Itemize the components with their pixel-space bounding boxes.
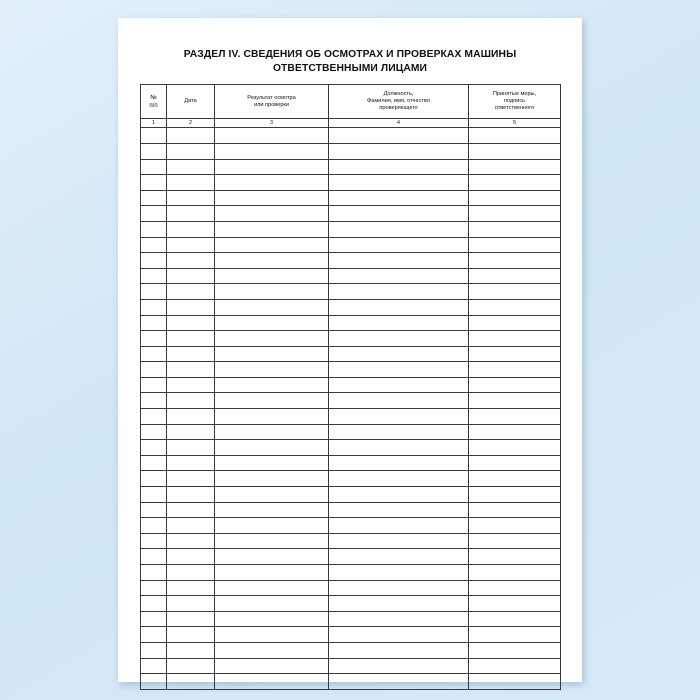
- table-row[interactable]: [141, 284, 561, 300]
- table-cell[interactable]: [167, 674, 215, 690]
- table-cell[interactable]: [141, 549, 167, 565]
- column-number-5: 5: [469, 119, 561, 128]
- table-cell[interactable]: [329, 409, 469, 425]
- inspection-records-table: [140, 84, 561, 689]
- table-cell[interactable]: [141, 611, 167, 627]
- table-cell[interactable]: [329, 533, 469, 549]
- table-cell[interactable]: [141, 533, 167, 549]
- table-cell[interactable]: [469, 346, 561, 362]
- table-cell[interactable]: [215, 315, 329, 331]
- table-body: [141, 128, 561, 689]
- table-cell[interactable]: [215, 159, 329, 175]
- table-row[interactable]: [141, 346, 561, 362]
- table-cell[interactable]: [167, 284, 215, 300]
- table-cell[interactable]: [469, 190, 561, 206]
- table-cell[interactable]: [167, 299, 215, 315]
- table-cell[interactable]: [469, 642, 561, 658]
- table-cell[interactable]: [469, 440, 561, 456]
- table-cell[interactable]: [469, 128, 561, 144]
- table-cell[interactable]: [469, 424, 561, 440]
- table-cell[interactable]: [167, 362, 215, 378]
- table-row[interactable]: [141, 221, 561, 237]
- table-cell[interactable]: [329, 502, 469, 518]
- table-cell[interactable]: [141, 175, 167, 191]
- table-cell[interactable]: [329, 471, 469, 487]
- table-cell[interactable]: [167, 159, 215, 175]
- page-title-line-1: РАЗДЕЛ IV. СВЕДЕНИЯ ОБ ОСМОТРАХ И ПРОВЕРКАХ МАШИНЫ: [183, 49, 517, 60]
- table-cell[interactable]: [329, 565, 469, 581]
- table-cell[interactable]: [469, 409, 561, 425]
- document-page: [118, 18, 582, 682]
- table-row[interactable]: [141, 580, 561, 596]
- table-cell[interactable]: [215, 627, 329, 643]
- table-cell[interactable]: [141, 346, 167, 362]
- table-row[interactable]: [141, 471, 561, 487]
- table-cell[interactable]: [469, 627, 561, 643]
- table-cell[interactable]: [141, 487, 167, 503]
- table-cell[interactable]: [329, 580, 469, 596]
- page-content: [140, 40, 560, 660]
- table-cell[interactable]: [469, 471, 561, 487]
- table-cell[interactable]: [329, 518, 469, 534]
- table-cell[interactable]: [215, 642, 329, 658]
- table-cell[interactable]: [141, 268, 167, 284]
- table-cell[interactable]: [329, 674, 469, 690]
- table-cell[interactable]: [167, 331, 215, 347]
- table-cell[interactable]: [167, 642, 215, 658]
- table-cell[interactable]: [469, 221, 561, 237]
- table-cell[interactable]: [141, 159, 167, 175]
- table-cell[interactable]: [167, 143, 215, 159]
- table-cell[interactable]: [329, 377, 469, 393]
- table-cell[interactable]: [141, 284, 167, 300]
- table-cell[interactable]: [215, 377, 329, 393]
- table-cell[interactable]: [167, 221, 215, 237]
- table-cell[interactable]: [469, 253, 561, 269]
- column-number-3: 3: [215, 119, 329, 128]
- table-cell[interactable]: [329, 299, 469, 315]
- table-cell[interactable]: [141, 580, 167, 596]
- table-cell[interactable]: [167, 440, 215, 456]
- table-row[interactable]: [141, 253, 561, 269]
- table-cell[interactable]: [167, 580, 215, 596]
- page-title: [140, 48, 560, 75]
- table-cell[interactable]: [469, 565, 561, 581]
- table-cell[interactable]: [215, 128, 329, 144]
- table-cell[interactable]: [469, 362, 561, 378]
- table-cell[interactable]: [329, 611, 469, 627]
- table-cell[interactable]: [469, 596, 561, 612]
- table-cell[interactable]: [215, 206, 329, 222]
- table-cell[interactable]: [329, 253, 469, 269]
- table-row[interactable]: [141, 362, 561, 378]
- table-cell[interactable]: [469, 377, 561, 393]
- table-cell[interactable]: [215, 424, 329, 440]
- table-row[interactable]: [141, 658, 561, 674]
- table-cell[interactable]: [469, 502, 561, 518]
- table-cell[interactable]: [141, 237, 167, 253]
- table-cell[interactable]: [329, 331, 469, 347]
- table-cell[interactable]: [215, 658, 329, 674]
- table-cell[interactable]: [215, 549, 329, 565]
- table-cell[interactable]: [329, 143, 469, 159]
- table-cell[interactable]: [215, 346, 329, 362]
- table-cell[interactable]: [141, 627, 167, 643]
- table-cell[interactable]: [215, 221, 329, 237]
- table-cell[interactable]: [215, 362, 329, 378]
- table-cell[interactable]: [215, 268, 329, 284]
- table-cell[interactable]: [329, 487, 469, 503]
- table-cell[interactable]: [469, 175, 561, 191]
- table-cell[interactable]: [141, 455, 167, 471]
- table-cell[interactable]: [167, 596, 215, 612]
- page-title-line-2: ОТВЕТСТВЕННЫМИ ЛИЦАМИ: [272, 62, 428, 74]
- table-cell[interactable]: [329, 221, 469, 237]
- table-cell[interactable]: [469, 393, 561, 409]
- table-cell[interactable]: [329, 175, 469, 191]
- column-number-1: 1: [141, 119, 167, 128]
- table-cell[interactable]: [167, 346, 215, 362]
- table-cell[interactable]: [329, 315, 469, 331]
- table-cell[interactable]: [167, 377, 215, 393]
- table-cell[interactable]: [215, 487, 329, 503]
- table-cell[interactable]: [167, 128, 215, 144]
- column-header-number: № п/п: [141, 85, 167, 119]
- table-row[interactable]: [141, 299, 561, 315]
- table-cell[interactable]: [215, 455, 329, 471]
- table-cell[interactable]: [329, 642, 469, 658]
- table-cell[interactable]: [469, 299, 561, 315]
- table-cell[interactable]: [215, 331, 329, 347]
- table-cell[interactable]: [141, 190, 167, 206]
- table-cell[interactable]: [469, 331, 561, 347]
- table-cell[interactable]: [141, 565, 167, 581]
- table-cell[interactable]: [167, 487, 215, 503]
- table-cell[interactable]: [469, 487, 561, 503]
- table-cell[interactable]: [141, 518, 167, 534]
- table-cell[interactable]: [215, 143, 329, 159]
- table-cell[interactable]: [215, 471, 329, 487]
- table-cell[interactable]: [167, 175, 215, 191]
- table-cell[interactable]: [167, 206, 215, 222]
- table-cell[interactable]: [215, 409, 329, 425]
- table-cell[interactable]: [469, 533, 561, 549]
- table-cell[interactable]: [469, 518, 561, 534]
- table-cell[interactable]: [167, 455, 215, 471]
- table-cell[interactable]: [329, 549, 469, 565]
- table-row[interactable]: [141, 331, 561, 347]
- table-cell[interactable]: [141, 331, 167, 347]
- table-cell[interactable]: [141, 362, 167, 378]
- table-cell[interactable]: [469, 268, 561, 284]
- table-row[interactable]: [141, 565, 561, 581]
- table-row[interactable]: [141, 268, 561, 284]
- table-cell[interactable]: [167, 315, 215, 331]
- table-row[interactable]: [141, 190, 561, 206]
- table-cell[interactable]: [141, 206, 167, 222]
- table-header-row: [141, 85, 561, 119]
- table-cell[interactable]: [215, 284, 329, 300]
- table-row[interactable]: [141, 206, 561, 222]
- table-cell[interactable]: [141, 658, 167, 674]
- table-cell[interactable]: [329, 440, 469, 456]
- table-cell[interactable]: [141, 299, 167, 315]
- table-cell[interactable]: [215, 611, 329, 627]
- table-cell[interactable]: [329, 362, 469, 378]
- table-cell[interactable]: [329, 424, 469, 440]
- table-cell[interactable]: [215, 175, 329, 191]
- table-row[interactable]: [141, 502, 561, 518]
- table-cell[interactable]: [469, 206, 561, 222]
- table-cell[interactable]: [329, 268, 469, 284]
- table-cell[interactable]: [329, 190, 469, 206]
- table-cell[interactable]: [215, 518, 329, 534]
- table-row[interactable]: [141, 409, 561, 425]
- table-cell[interactable]: [167, 627, 215, 643]
- table-cell[interactable]: [167, 518, 215, 534]
- table-cell[interactable]: [469, 658, 561, 674]
- table-cell[interactable]: [329, 346, 469, 362]
- table-cell[interactable]: [141, 502, 167, 518]
- table-cell[interactable]: [167, 409, 215, 425]
- table-row[interactable]: [141, 440, 561, 456]
- table-cell[interactable]: [167, 658, 215, 674]
- table-cell[interactable]: [329, 284, 469, 300]
- table-cell[interactable]: [215, 440, 329, 456]
- table-cell[interactable]: [141, 377, 167, 393]
- table-cell[interactable]: [469, 549, 561, 565]
- table-row[interactable]: [141, 143, 561, 159]
- table-cell[interactable]: [141, 409, 167, 425]
- table-row[interactable]: [141, 642, 561, 658]
- table-cell[interactable]: [141, 128, 167, 144]
- column-header-measures: Принятые меры, подпись ответственного: [469, 85, 561, 119]
- table-row[interactable]: [141, 237, 561, 253]
- table-cell[interactable]: [469, 237, 561, 253]
- table-cell[interactable]: [167, 424, 215, 440]
- column-number-row: [141, 119, 561, 128]
- column-number-4: 4: [329, 119, 469, 128]
- table-cell[interactable]: [167, 190, 215, 206]
- table-cell[interactable]: [167, 549, 215, 565]
- table-row[interactable]: [141, 159, 561, 175]
- table-cell[interactable]: [141, 393, 167, 409]
- table-row[interactable]: [141, 627, 561, 643]
- table-cell[interactable]: [215, 393, 329, 409]
- table-cell[interactable]: [167, 268, 215, 284]
- table-cell[interactable]: [141, 674, 167, 690]
- column-header-result: Результат осмотра или проверки: [215, 85, 329, 119]
- table-cell[interactable]: [141, 143, 167, 159]
- table-cell[interactable]: [469, 159, 561, 175]
- table-cell[interactable]: [215, 253, 329, 269]
- table-cell[interactable]: [469, 455, 561, 471]
- table-cell[interactable]: [469, 580, 561, 596]
- table-row[interactable]: [141, 175, 561, 191]
- table-cell[interactable]: [141, 424, 167, 440]
- table-cell[interactable]: [167, 533, 215, 549]
- table-cell[interactable]: [215, 596, 329, 612]
- table-cell[interactable]: [215, 299, 329, 315]
- table-cell[interactable]: [215, 502, 329, 518]
- table-cell[interactable]: [215, 533, 329, 549]
- table-row[interactable]: [141, 549, 561, 565]
- table-row[interactable]: [141, 533, 561, 549]
- table-cell[interactable]: [329, 627, 469, 643]
- table-cell[interactable]: [215, 674, 329, 690]
- table-row[interactable]: [141, 674, 561, 690]
- table-cell[interactable]: [329, 206, 469, 222]
- table-cell[interactable]: [329, 393, 469, 409]
- table-cell[interactable]: [469, 315, 561, 331]
- table-row[interactable]: [141, 424, 561, 440]
- table-cell[interactable]: [215, 237, 329, 253]
- table-cell[interactable]: [167, 393, 215, 409]
- table-cell[interactable]: [167, 565, 215, 581]
- table-row[interactable]: [141, 518, 561, 534]
- table-cell[interactable]: [141, 221, 167, 237]
- table-cell[interactable]: [141, 440, 167, 456]
- table-cell[interactable]: [215, 565, 329, 581]
- table-row[interactable]: [141, 611, 561, 627]
- table-row[interactable]: [141, 377, 561, 393]
- table-cell[interactable]: [329, 455, 469, 471]
- table-row[interactable]: [141, 487, 561, 503]
- table-row[interactable]: [141, 128, 561, 144]
- table-cell[interactable]: [141, 596, 167, 612]
- table-row[interactable]: [141, 596, 561, 612]
- table-cell[interactable]: [469, 284, 561, 300]
- table-cell[interactable]: [329, 128, 469, 144]
- table-cell[interactable]: [329, 237, 469, 253]
- table-row[interactable]: [141, 455, 561, 471]
- table-cell[interactable]: [329, 159, 469, 175]
- table-cell[interactable]: [141, 642, 167, 658]
- table-cell[interactable]: [469, 611, 561, 627]
- table-cell[interactable]: [141, 471, 167, 487]
- table-cell[interactable]: [167, 471, 215, 487]
- table-cell[interactable]: [167, 502, 215, 518]
- table-cell[interactable]: [215, 190, 329, 206]
- table-cell[interactable]: [329, 596, 469, 612]
- table-cell[interactable]: [141, 253, 167, 269]
- column-number-2: 2: [167, 119, 215, 128]
- column-header-inspector: Должность, Фамилия, имя, отчество проверяющего: [329, 85, 469, 119]
- table-cell[interactable]: [329, 658, 469, 674]
- table-cell[interactable]: [141, 315, 167, 331]
- table-row[interactable]: [141, 315, 561, 331]
- column-header-date: Дата: [167, 85, 215, 119]
- table-cell[interactable]: [167, 237, 215, 253]
- table-cell[interactable]: [167, 253, 215, 269]
- table-cell[interactable]: [469, 143, 561, 159]
- table-cell[interactable]: [167, 611, 215, 627]
- table-cell[interactable]: [215, 580, 329, 596]
- table-cell[interactable]: [469, 674, 561, 690]
- table-row[interactable]: [141, 393, 561, 409]
